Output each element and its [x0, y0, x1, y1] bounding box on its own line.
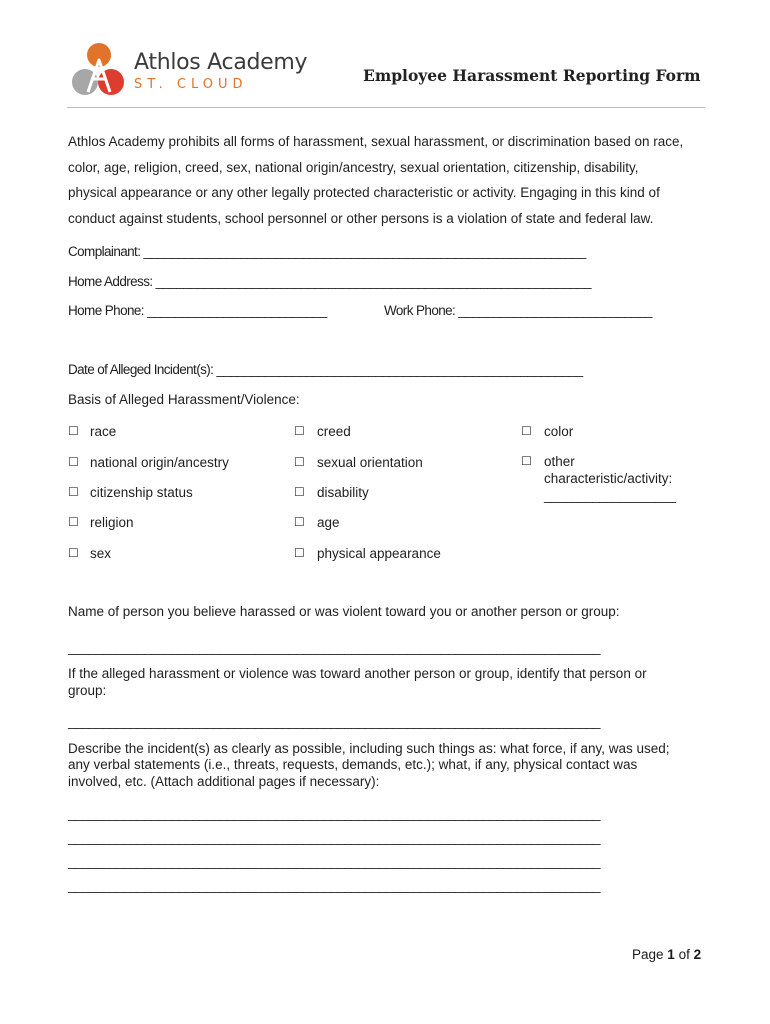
checkbox-physical-appearance[interactable]: ☐ — [294, 546, 305, 560]
option-label-disability: disability — [317, 485, 369, 500]
option-label-race: race — [90, 424, 117, 439]
complainant-field[interactable]: Complainant: ________________________________________________________________ — [68, 244, 586, 259]
header-divider — [67, 107, 705, 108]
other-characteristic-field[interactable]: ___________________ — [544, 488, 676, 503]
page-number — [632, 947, 701, 962]
option-label-national-origin: national origin/ancestry — [90, 455, 229, 470]
logo-subtitle: ST. CLOUD — [134, 77, 248, 92]
form-title: Employee Harassment Reporting Form — [363, 66, 701, 85]
question-accused-person: Name of person you believe harassed or was violent toward you or another person or group: — [68, 604, 620, 619]
option-label-age: age — [317, 515, 340, 530]
work-phone-field[interactable]: Work Phone: ____________________________ — [384, 303, 652, 318]
checkbox-citizenship[interactable]: ☐ — [68, 485, 79, 499]
option-label-other: other — [544, 454, 575, 469]
basis-label: Basis of Alleged Harassment/Violence: — [68, 392, 300, 407]
option-label-creed: creed — [317, 424, 351, 439]
incident-date-field[interactable]: Date of Alleged Incident(s): _____________________________________________________ — [68, 362, 583, 377]
athlos-logo-icon — [70, 42, 128, 98]
checkbox-religion[interactable]: ☐ — [68, 515, 79, 529]
checkbox-disability[interactable]: ☐ — [294, 485, 305, 499]
answer-line-describe[interactable]: _____________________________________________________________________________ — [68, 806, 600, 821]
answer-line-other-person[interactable]: _____________________________________________________________________________ — [68, 714, 600, 729]
option-label-citizenship: citizenship status — [90, 485, 193, 500]
page-of: of — [678, 947, 690, 962]
answer-line-accused[interactable]: _____________________________________________________________________________ — [68, 640, 600, 655]
option-label-color: color — [544, 424, 574, 439]
answer-line-describe[interactable]: _____________________________________________________________________________ — [68, 830, 600, 845]
intro-line: physical appearance or any other legally protected characteristic or activity. Engaging in this kind of — [68, 185, 660, 200]
home-phone-field[interactable]: Home Phone: __________________________ — [68, 303, 327, 318]
question-other-person-line2: group: — [68, 683, 107, 698]
checkbox-other[interactable]: ☐ — [521, 454, 532, 468]
option-label-other-detail: characteristic/activity: — [544, 471, 673, 486]
option-label-physical-appearance: physical appearance — [317, 546, 441, 561]
intro-line: Athlos Academy prohibits all forms of harassment, sexual harassment, or discrimination based on race, — [68, 134, 684, 149]
checkbox-sex[interactable]: ☐ — [68, 546, 79, 560]
answer-line-describe[interactable]: _____________________________________________________________________________ — [68, 878, 600, 893]
option-label-sex: sex — [90, 546, 112, 561]
checkbox-sexual-orientation[interactable]: ☐ — [294, 455, 305, 469]
page-prefix: Page — [632, 947, 664, 962]
logo-name: Athlos Academy — [134, 50, 308, 75]
option-label-sexual-orientation: sexual orientation — [317, 455, 423, 470]
question-other-person-line1: If the alleged harassment or violence was toward another person or group, identify that person or — [68, 666, 647, 681]
option-label-religion: religion — [90, 515, 134, 530]
page-total: 2 — [693, 947, 702, 962]
intro-line: conduct against students, school personnel or other persons is a violation of state and federal law. — [68, 210, 654, 226]
answer-line-describe[interactable]: _____________________________________________________________________________ — [68, 854, 600, 869]
question-describe-line2: any verbal statements (i.e., threats, requests, demands, etc.); what, if any, physical contact was — [68, 757, 638, 772]
checkbox-race[interactable]: ☐ — [68, 424, 79, 438]
intro-line: color, age, religion, creed, sex, national origin/ancestry, sexual orientation, citizenship, disability, — [68, 159, 639, 175]
question-describe-line3: involved, etc. (Attach additional pages if necessary): — [68, 774, 380, 789]
page-current: 1 — [667, 947, 675, 962]
checkbox-national-origin[interactable]: ☐ — [68, 455, 79, 469]
intro-paragraph — [68, 129, 708, 231]
home-address-field[interactable]: Home Address: _______________________________________________________________ — [68, 274, 591, 289]
question-describe-line1: Describe the incident(s) as clearly as possible, including such things as: what force, if any, was used; — [68, 741, 670, 756]
checkbox-creed[interactable]: ☐ — [294, 424, 305, 438]
checkbox-age[interactable]: ☐ — [294, 515, 305, 529]
checkbox-color[interactable]: ☐ — [521, 424, 532, 438]
